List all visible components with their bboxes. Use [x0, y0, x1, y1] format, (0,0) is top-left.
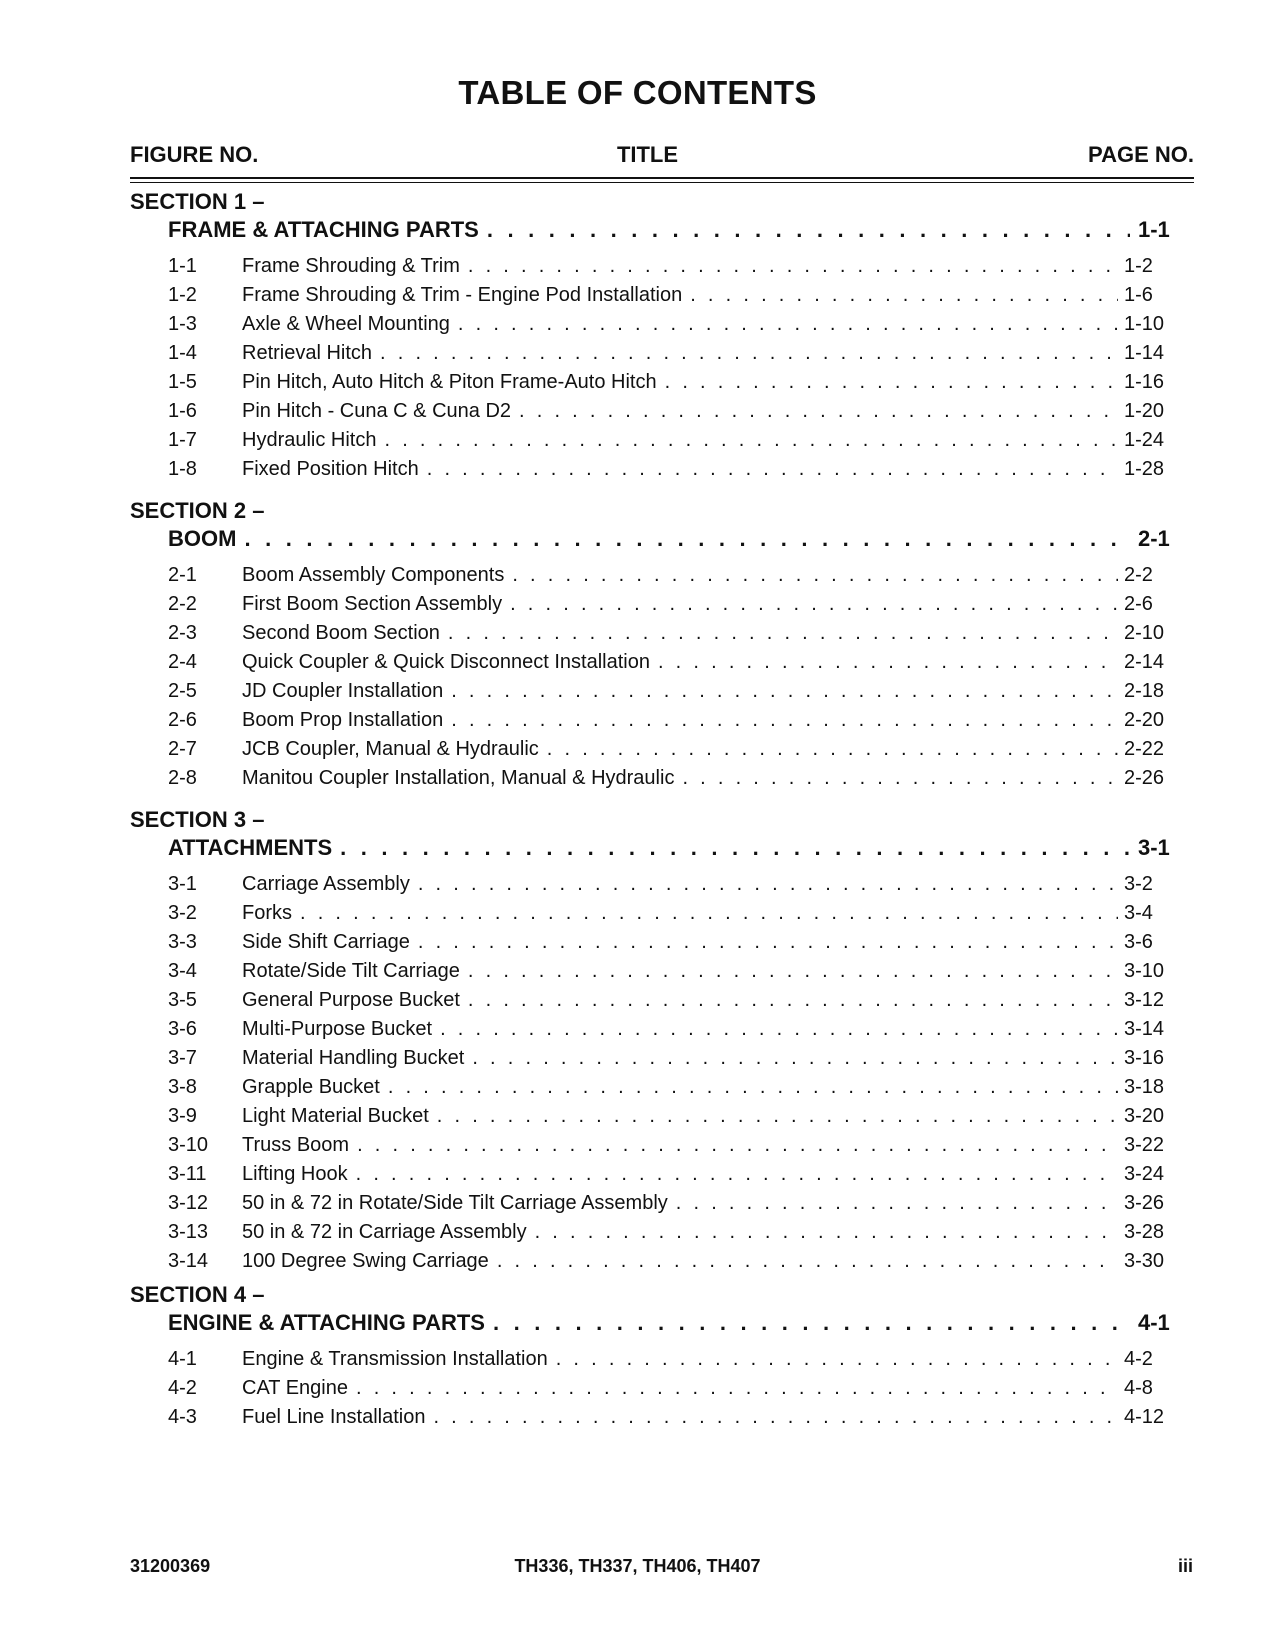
dot-leader — [244, 525, 1130, 553]
toc-entry[interactable] — [168, 619, 1170, 648]
dot-leader — [418, 928, 1118, 957]
toc-section-1 — [130, 188, 1170, 484]
entry-page: 3-16 — [1124, 1047, 1165, 1069]
toc-entry[interactable] — [168, 1189, 1170, 1218]
toc-entry[interactable] — [168, 957, 1170, 986]
dot-leader — [356, 1160, 1118, 1189]
toc-entry[interactable] — [168, 870, 1170, 899]
section-page: 1-1 — [1138, 217, 1170, 242]
figure-number: 1-1 — [168, 255, 197, 277]
entry-title: Carriage Assembly — [242, 873, 410, 895]
entry-page: 2-6 — [1124, 593, 1153, 615]
dot-leader — [468, 957, 1118, 986]
column-header-page: PAGE NO. — [1088, 142, 1194, 167]
dot-leader — [437, 1102, 1118, 1131]
toc-entry[interactable] — [168, 648, 1170, 677]
toc-entry[interactable] — [168, 1374, 1170, 1403]
dot-leader — [300, 899, 1118, 928]
entry-page: 1-20 — [1124, 400, 1165, 422]
entry-title: General Purpose Bucket — [242, 989, 460, 1011]
toc-section-3 — [130, 806, 1170, 1276]
entry-page: 2-18 — [1124, 680, 1165, 702]
entry-title: Multi-Purpose Bucket — [242, 1018, 433, 1040]
toc-entry[interactable] — [168, 1403, 1170, 1432]
figure-number: 3-4 — [168, 960, 197, 982]
toc-entry[interactable] — [168, 252, 1170, 281]
figure-number: 1-6 — [168, 400, 197, 422]
section-label: SECTION 1 – — [130, 189, 265, 214]
toc-entry[interactable] — [168, 677, 1170, 706]
dot-leader — [682, 764, 1118, 793]
entry-title: CAT Engine — [242, 1377, 348, 1399]
entry-page: 3-4 — [1124, 902, 1153, 924]
dot-leader — [658, 648, 1118, 677]
entry-page: 3-6 — [1124, 931, 1153, 953]
entry-page: 2-14 — [1124, 651, 1165, 673]
dot-leader — [418, 870, 1118, 899]
figure-number: 3-14 — [168, 1250, 209, 1272]
entry-page: 3-30 — [1124, 1250, 1165, 1272]
toc-entry[interactable] — [168, 1131, 1170, 1160]
entry-title: Boom Prop Installation — [242, 709, 444, 731]
dot-leader — [357, 1131, 1118, 1160]
toc-entry[interactable] — [168, 735, 1170, 764]
toc-entry[interactable] — [168, 1345, 1170, 1374]
dot-leader — [676, 1189, 1118, 1218]
toc-entry[interactable] — [168, 1073, 1170, 1102]
toc-section-4 — [130, 1281, 1170, 1432]
figure-number: 3-6 — [168, 1018, 197, 1040]
dot-leader — [690, 281, 1118, 310]
toc-entry[interactable] — [168, 339, 1170, 368]
entry-page: 3-2 — [1124, 873, 1153, 895]
entry-title: Pin Hitch, Auto Hitch & Piton Frame-Auto Hitch — [242, 371, 657, 393]
dot-leader — [665, 368, 1118, 397]
toc-entry[interactable] — [168, 899, 1170, 928]
figure-number: 2-6 — [168, 709, 197, 731]
figure-number: 2-3 — [168, 622, 197, 644]
toc-entry[interactable] — [168, 1044, 1170, 1073]
entry-page: 1-10 — [1124, 313, 1165, 335]
figure-number: 1-3 — [168, 313, 197, 335]
entry-page: 3-28 — [1124, 1221, 1165, 1243]
figure-number: 3-5 — [168, 989, 197, 1011]
entry-page: 2-10 — [1124, 622, 1165, 644]
entry-title: Boom Assembly Components — [242, 564, 505, 586]
entry-title: Truss Boom — [242, 1134, 350, 1156]
dot-leader — [433, 1403, 1118, 1432]
entry-title: Axle & Wheel Mounting — [242, 313, 450, 335]
dot-leader — [427, 455, 1118, 484]
entry-title: Quick Coupler & Quick Disconnect Installation — [242, 651, 650, 673]
section-heading[interactable] — [168, 216, 1170, 244]
entry-title: 50 in & 72 in Rotate/Side Tilt Carriage Assembly — [242, 1192, 668, 1214]
entry-page: 4-12 — [1124, 1406, 1165, 1428]
entry-page: 1-2 — [1124, 255, 1153, 277]
entry-page: 3-10 — [1124, 960, 1165, 982]
dot-leader — [497, 1247, 1118, 1276]
section-page: 4-1 — [1138, 1310, 1170, 1335]
figure-number: 4-2 — [168, 1377, 197, 1399]
entry-page: 3-18 — [1124, 1076, 1165, 1098]
section-page: 3-1 — [1138, 835, 1170, 860]
dot-leader — [384, 426, 1118, 455]
header-rule-thin — [130, 182, 1194, 183]
entry-page: 2-2 — [1124, 564, 1153, 586]
section-label: SECTION 3 – — [130, 807, 265, 832]
figure-number: 3-3 — [168, 931, 197, 953]
dot-leader — [451, 706, 1118, 735]
toc-entry[interactable] — [168, 1015, 1170, 1044]
toc-entry[interactable] — [168, 561, 1170, 590]
toc-entry[interactable] — [168, 986, 1170, 1015]
entry-title: JD Coupler Installation — [242, 680, 444, 702]
figure-number: 4-3 — [168, 1406, 197, 1428]
section-title: ATTACHMENTS — [168, 835, 333, 860]
entry-page: 1-16 — [1124, 371, 1165, 393]
entry-page: 4-2 — [1124, 1348, 1153, 1370]
figure-number: 4-1 — [168, 1348, 197, 1370]
entry-title: Fuel Line Installation — [242, 1406, 426, 1428]
page-title: TABLE OF CONTENTS — [458, 74, 817, 111]
figure-number: 3-12 — [168, 1192, 209, 1214]
entry-title: Material Handling Bucket — [242, 1047, 465, 1069]
entry-title: Pin Hitch - Cuna C & Cuna D2 — [242, 400, 512, 422]
entry-title: Light Material Bucket — [242, 1105, 429, 1127]
entry-page: 3-14 — [1124, 1018, 1165, 1040]
figure-number: 3-8 — [168, 1076, 197, 1098]
figure-number: 3-10 — [168, 1134, 209, 1156]
dot-leader — [493, 1309, 1130, 1337]
figure-number: 3-1 — [168, 873, 197, 895]
entry-title: Retrieval Hitch — [242, 342, 373, 364]
entry-title: Engine & Transmission Installation — [242, 1348, 548, 1370]
dot-leader — [468, 986, 1118, 1015]
entry-title: Lifting Hook — [242, 1163, 348, 1185]
toc-entry[interactable] — [168, 426, 1170, 455]
toc-section-2 — [130, 497, 1170, 793]
footer-doc-number: 31200369 — [130, 1556, 211, 1576]
figure-number: 3-11 — [168, 1163, 207, 1185]
section-heading[interactable] — [168, 525, 1170, 553]
entry-title: Frame Shrouding & Trim — [242, 255, 460, 277]
dot-leader — [340, 834, 1130, 862]
dot-leader — [472, 1044, 1118, 1073]
figure-number: 1-2 — [168, 284, 197, 306]
entry-page: 3-20 — [1124, 1105, 1165, 1127]
entry-title: Second Boom Section — [242, 622, 440, 644]
toc-entry[interactable] — [168, 1102, 1170, 1131]
entry-page: 2-26 — [1124, 767, 1165, 789]
dot-leader — [356, 1374, 1118, 1403]
figure-number: 1-7 — [168, 429, 197, 451]
toc-entry[interactable] — [168, 764, 1170, 793]
dot-leader — [487, 216, 1130, 244]
figure-number: 3-2 — [168, 902, 197, 924]
header-rule-thick — [130, 177, 1194, 179]
entry-page: 1-14 — [1124, 342, 1165, 364]
figure-number: 1-8 — [168, 458, 197, 480]
entry-title: Fixed Position Hitch — [242, 458, 419, 480]
figure-number: 2-7 — [168, 738, 197, 760]
entry-page: 2-20 — [1124, 709, 1165, 731]
dot-leader — [468, 252, 1118, 281]
entry-page: 3-26 — [1124, 1192, 1165, 1214]
figure-number: 2-5 — [168, 680, 197, 702]
entry-title: First Boom Section Assembly — [242, 593, 503, 615]
toc-entry[interactable] — [168, 368, 1170, 397]
entry-title: Manitou Coupler Installation, Manual & Hydraulic — [242, 767, 675, 789]
dot-leader — [448, 619, 1118, 648]
toc-entry[interactable] — [168, 455, 1170, 484]
section-heading[interactable] — [168, 1309, 1170, 1337]
entry-page: 1-24 — [1124, 429, 1165, 451]
figure-number: 3-13 — [168, 1221, 209, 1243]
entry-title: Grapple Bucket — [242, 1076, 380, 1098]
entry-title: Side Shift Carriage — [242, 931, 410, 953]
figure-number: 1-5 — [168, 371, 197, 393]
footer-page-number: iii — [1177, 1556, 1193, 1576]
entry-title: Forks — [242, 902, 292, 924]
toc-entry[interactable] — [168, 706, 1170, 735]
figure-number: 2-4 — [168, 651, 197, 673]
entry-page: 4-8 — [1124, 1377, 1153, 1399]
figure-number: 3-9 — [168, 1105, 197, 1127]
toc-entry[interactable] — [168, 590, 1170, 619]
entry-page: 1-6 — [1124, 284, 1153, 306]
dot-leader — [512, 561, 1118, 590]
entry-page: 3-22 — [1124, 1134, 1165, 1156]
entry-page: 3-24 — [1124, 1163, 1165, 1185]
dot-leader — [380, 339, 1118, 368]
column-header-title: TITLE — [616, 142, 679, 167]
dot-leader — [547, 735, 1118, 764]
figure-number: 1-4 — [168, 342, 197, 364]
entry-page: 2-22 — [1124, 738, 1165, 760]
footer-models: TH336, TH337, TH406, TH407 — [514, 1556, 761, 1576]
dot-leader — [535, 1218, 1118, 1247]
toc-entry[interactable] — [168, 281, 1170, 310]
entry-title: Rotate/Side Tilt Carriage — [242, 960, 460, 982]
entry-title: 100 Degree Swing Carriage — [242, 1250, 489, 1272]
section-title: BOOM — [168, 526, 237, 551]
dot-leader — [519, 397, 1118, 426]
toc-entry[interactable] — [168, 928, 1170, 957]
figure-number: 2-1 — [168, 564, 197, 586]
dot-leader — [510, 590, 1118, 619]
entry-page: 1-28 — [1124, 458, 1165, 480]
toc-entry[interactable] — [168, 397, 1170, 426]
toc-entry[interactable] — [168, 1247, 1170, 1276]
entry-title: 50 in & 72 in Carriage Assembly — [242, 1221, 527, 1243]
section-heading[interactable] — [168, 834, 1170, 862]
figure-number: 3-7 — [168, 1047, 197, 1069]
section-title: FRAME & ATTACHING PARTS — [168, 217, 479, 242]
dot-leader — [556, 1345, 1118, 1374]
dot-leader — [388, 1073, 1118, 1102]
column-header-figure: FIGURE NO. — [130, 142, 259, 167]
dot-leader — [451, 677, 1118, 706]
figure-number: 2-2 — [168, 593, 197, 615]
dot-leader — [440, 1015, 1118, 1044]
section-page: 2-1 — [1138, 526, 1170, 551]
figure-number: 2-8 — [168, 767, 197, 789]
toc-entry[interactable] — [168, 1160, 1170, 1189]
section-label: SECTION 2 – — [130, 498, 265, 523]
entry-title: Frame Shrouding & Trim - Engine Pod Installation — [242, 284, 683, 306]
section-label: SECTION 4 – — [130, 1282, 265, 1307]
entry-title: Hydraulic Hitch — [242, 429, 377, 451]
dot-leader — [458, 310, 1118, 339]
section-title: ENGINE & ATTACHING PARTS — [168, 1310, 485, 1335]
entry-page: 3-12 — [1124, 989, 1165, 1011]
entry-title: JCB Coupler, Manual & Hydraulic — [242, 738, 539, 760]
toc-entry[interactable] — [168, 310, 1170, 339]
toc-entry[interactable] — [168, 1218, 1170, 1247]
